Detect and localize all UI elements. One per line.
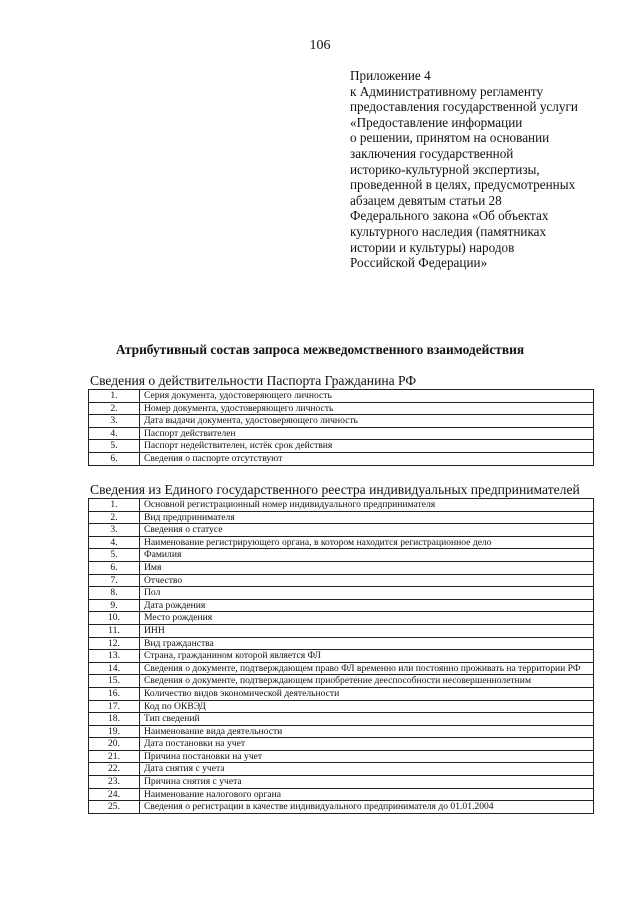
table-row bbox=[89, 499, 594, 512]
table-row bbox=[89, 599, 594, 612]
section-heading-egrip: Сведения из Единого государственного реестра индивидуальных предпринимателей bbox=[90, 482, 580, 497]
appendix-line: культурного наследия (памятниках bbox=[350, 223, 547, 239]
row-number: 2. bbox=[89, 402, 140, 415]
section-heading-passport: Сведения о действительности Паспорта Гражданина РФ bbox=[90, 373, 417, 388]
table-row bbox=[89, 574, 594, 587]
row-text: Вид гражданства bbox=[140, 637, 594, 650]
table-row bbox=[89, 738, 594, 751]
row-text: Наименование вида деятельности bbox=[140, 725, 594, 738]
row-number: 6. bbox=[89, 452, 140, 465]
row-text: Вид предпринимателя bbox=[140, 511, 594, 524]
row-number: 17. bbox=[89, 700, 140, 713]
row-number: 20. bbox=[89, 738, 140, 751]
row-text: Сведения о регистрации в качестве индивидуального предпринимателя до 01.01.2004 bbox=[140, 801, 594, 814]
appendix-line: Федерального закона «Об объектах bbox=[350, 208, 549, 224]
row-number: 1. bbox=[89, 390, 140, 403]
table-row bbox=[89, 776, 594, 789]
passport-attributes-table bbox=[88, 389, 594, 466]
row-number: 22. bbox=[89, 763, 140, 776]
row-text: Место рождения bbox=[140, 612, 594, 625]
row-text: Причина снятия с учета bbox=[140, 776, 594, 789]
row-text: Отчество bbox=[140, 574, 594, 587]
table-row bbox=[89, 687, 594, 700]
row-number: 4. bbox=[89, 427, 140, 440]
table-row bbox=[89, 402, 594, 415]
row-text: Серия документа, удостоверяющего личность bbox=[140, 390, 594, 403]
row-text: Тип сведений bbox=[140, 713, 594, 726]
table-row bbox=[89, 750, 594, 763]
row-text: Причина постановки на учет bbox=[140, 750, 594, 763]
row-text: Паспорт недействителен, истёк срок действия bbox=[140, 440, 594, 453]
row-text: ИНН bbox=[140, 624, 594, 637]
table-row bbox=[89, 524, 594, 537]
row-text: Пол bbox=[140, 587, 594, 600]
egrip-attributes-table bbox=[88, 498, 594, 814]
row-text: Сведения о статусе bbox=[140, 524, 594, 537]
row-text: Наименование налогового органа bbox=[140, 788, 594, 801]
row-text: Номер документа, удостоверяющего личность bbox=[140, 402, 594, 415]
table-row bbox=[89, 700, 594, 713]
appendix-line: абзацем девятым статьи 28 bbox=[350, 192, 502, 208]
row-number: 9. bbox=[89, 599, 140, 612]
appendix-line: о решении, принятом на основании bbox=[350, 130, 550, 146]
table-row bbox=[89, 788, 594, 801]
row-number: 11. bbox=[89, 624, 140, 637]
row-text: Дата рождения bbox=[140, 599, 594, 612]
row-number: 25. bbox=[89, 801, 140, 814]
row-text: Фамилия bbox=[140, 549, 594, 562]
table-row bbox=[89, 511, 594, 524]
row-number: 4. bbox=[89, 536, 140, 549]
table-row bbox=[89, 427, 594, 440]
row-text: Основной регистрационный номер индивидуального предпринимателя bbox=[140, 499, 594, 512]
row-number: 6. bbox=[89, 561, 140, 574]
row-number: 5. bbox=[89, 440, 140, 453]
row-number: 1. bbox=[89, 499, 140, 512]
row-text: Количество видов экономической деятельности bbox=[140, 687, 594, 700]
table-row bbox=[89, 587, 594, 600]
row-number: 13. bbox=[89, 650, 140, 663]
row-number: 5. bbox=[89, 549, 140, 562]
table-row bbox=[89, 725, 594, 738]
row-number: 14. bbox=[89, 662, 140, 675]
table-row bbox=[89, 624, 594, 637]
row-number: 2. bbox=[89, 511, 140, 524]
row-text: Дата снятия с учета bbox=[140, 763, 594, 776]
table-row bbox=[89, 675, 594, 688]
appendix-line: Приложение 4 bbox=[350, 68, 431, 83]
page-number: 106 bbox=[309, 38, 331, 53]
row-text: Дата постановки на учет bbox=[140, 738, 594, 751]
row-number: 12. bbox=[89, 637, 140, 650]
document-title: Атрибутивный состав запроса межведомственного взаимодействия bbox=[115, 342, 525, 357]
table-row bbox=[89, 662, 594, 675]
appendix-line: заключения государственной bbox=[350, 145, 514, 161]
row-number: 18. bbox=[89, 713, 140, 726]
row-number: 3. bbox=[89, 524, 140, 537]
row-number: 23. bbox=[89, 776, 140, 789]
table-row bbox=[89, 713, 594, 726]
row-number: 3. bbox=[89, 415, 140, 428]
row-number: 15. bbox=[89, 675, 140, 688]
table-row bbox=[89, 650, 594, 663]
appendix-line: «Предоставление информации bbox=[350, 114, 523, 130]
appendix-line: проведенной в целях, предусмотренных bbox=[350, 177, 576, 193]
table-row bbox=[89, 549, 594, 562]
table-row bbox=[89, 440, 594, 453]
table-row bbox=[89, 763, 594, 776]
appendix-line: историко-культурной экспертизы, bbox=[350, 161, 540, 177]
row-text: Имя bbox=[140, 561, 594, 574]
row-number: 24. bbox=[89, 788, 140, 801]
table-row bbox=[89, 637, 594, 650]
row-number: 19. bbox=[89, 725, 140, 738]
appendix-block bbox=[350, 68, 630, 271]
table-row bbox=[89, 390, 594, 403]
row-text: Сведения о документе, подтверждающем приобретение дееспособности несовершеннолетним bbox=[140, 675, 594, 688]
appendix-line: истории и культуры) народов bbox=[350, 239, 515, 255]
row-text: Код по ОКВЭД bbox=[140, 700, 594, 713]
row-number: 7. bbox=[89, 574, 140, 587]
row-text: Наименование регистрирующего органа, в котором находится регистрационное дело bbox=[140, 536, 594, 549]
appendix-line: предоставления государственной услуги bbox=[350, 99, 578, 115]
table-row bbox=[89, 415, 594, 428]
appendix-line: Российской Федерации» bbox=[350, 255, 488, 271]
row-number: 10. bbox=[89, 612, 140, 625]
row-text: Сведения о документе, подтверждающем право ФЛ временно или постоянно проживать на территории РФ bbox=[140, 662, 594, 675]
table-row bbox=[89, 536, 594, 549]
row-number: 8. bbox=[89, 587, 140, 600]
row-text: Страна, гражданином которой является ФЛ bbox=[140, 650, 594, 663]
row-number: 21. bbox=[89, 750, 140, 763]
row-text: Дата выдачи документа, удостоверяющего личность bbox=[140, 415, 594, 428]
row-number: 16. bbox=[89, 687, 140, 700]
appendix-line: к Административному регламенту bbox=[350, 83, 544, 99]
table-row bbox=[89, 801, 594, 814]
table-row bbox=[89, 561, 594, 574]
row-text: Сведения о паспорте отсутствуют bbox=[140, 452, 594, 465]
table-row bbox=[89, 452, 594, 465]
table-row bbox=[89, 612, 594, 625]
row-text: Паспорт действителен bbox=[140, 427, 594, 440]
